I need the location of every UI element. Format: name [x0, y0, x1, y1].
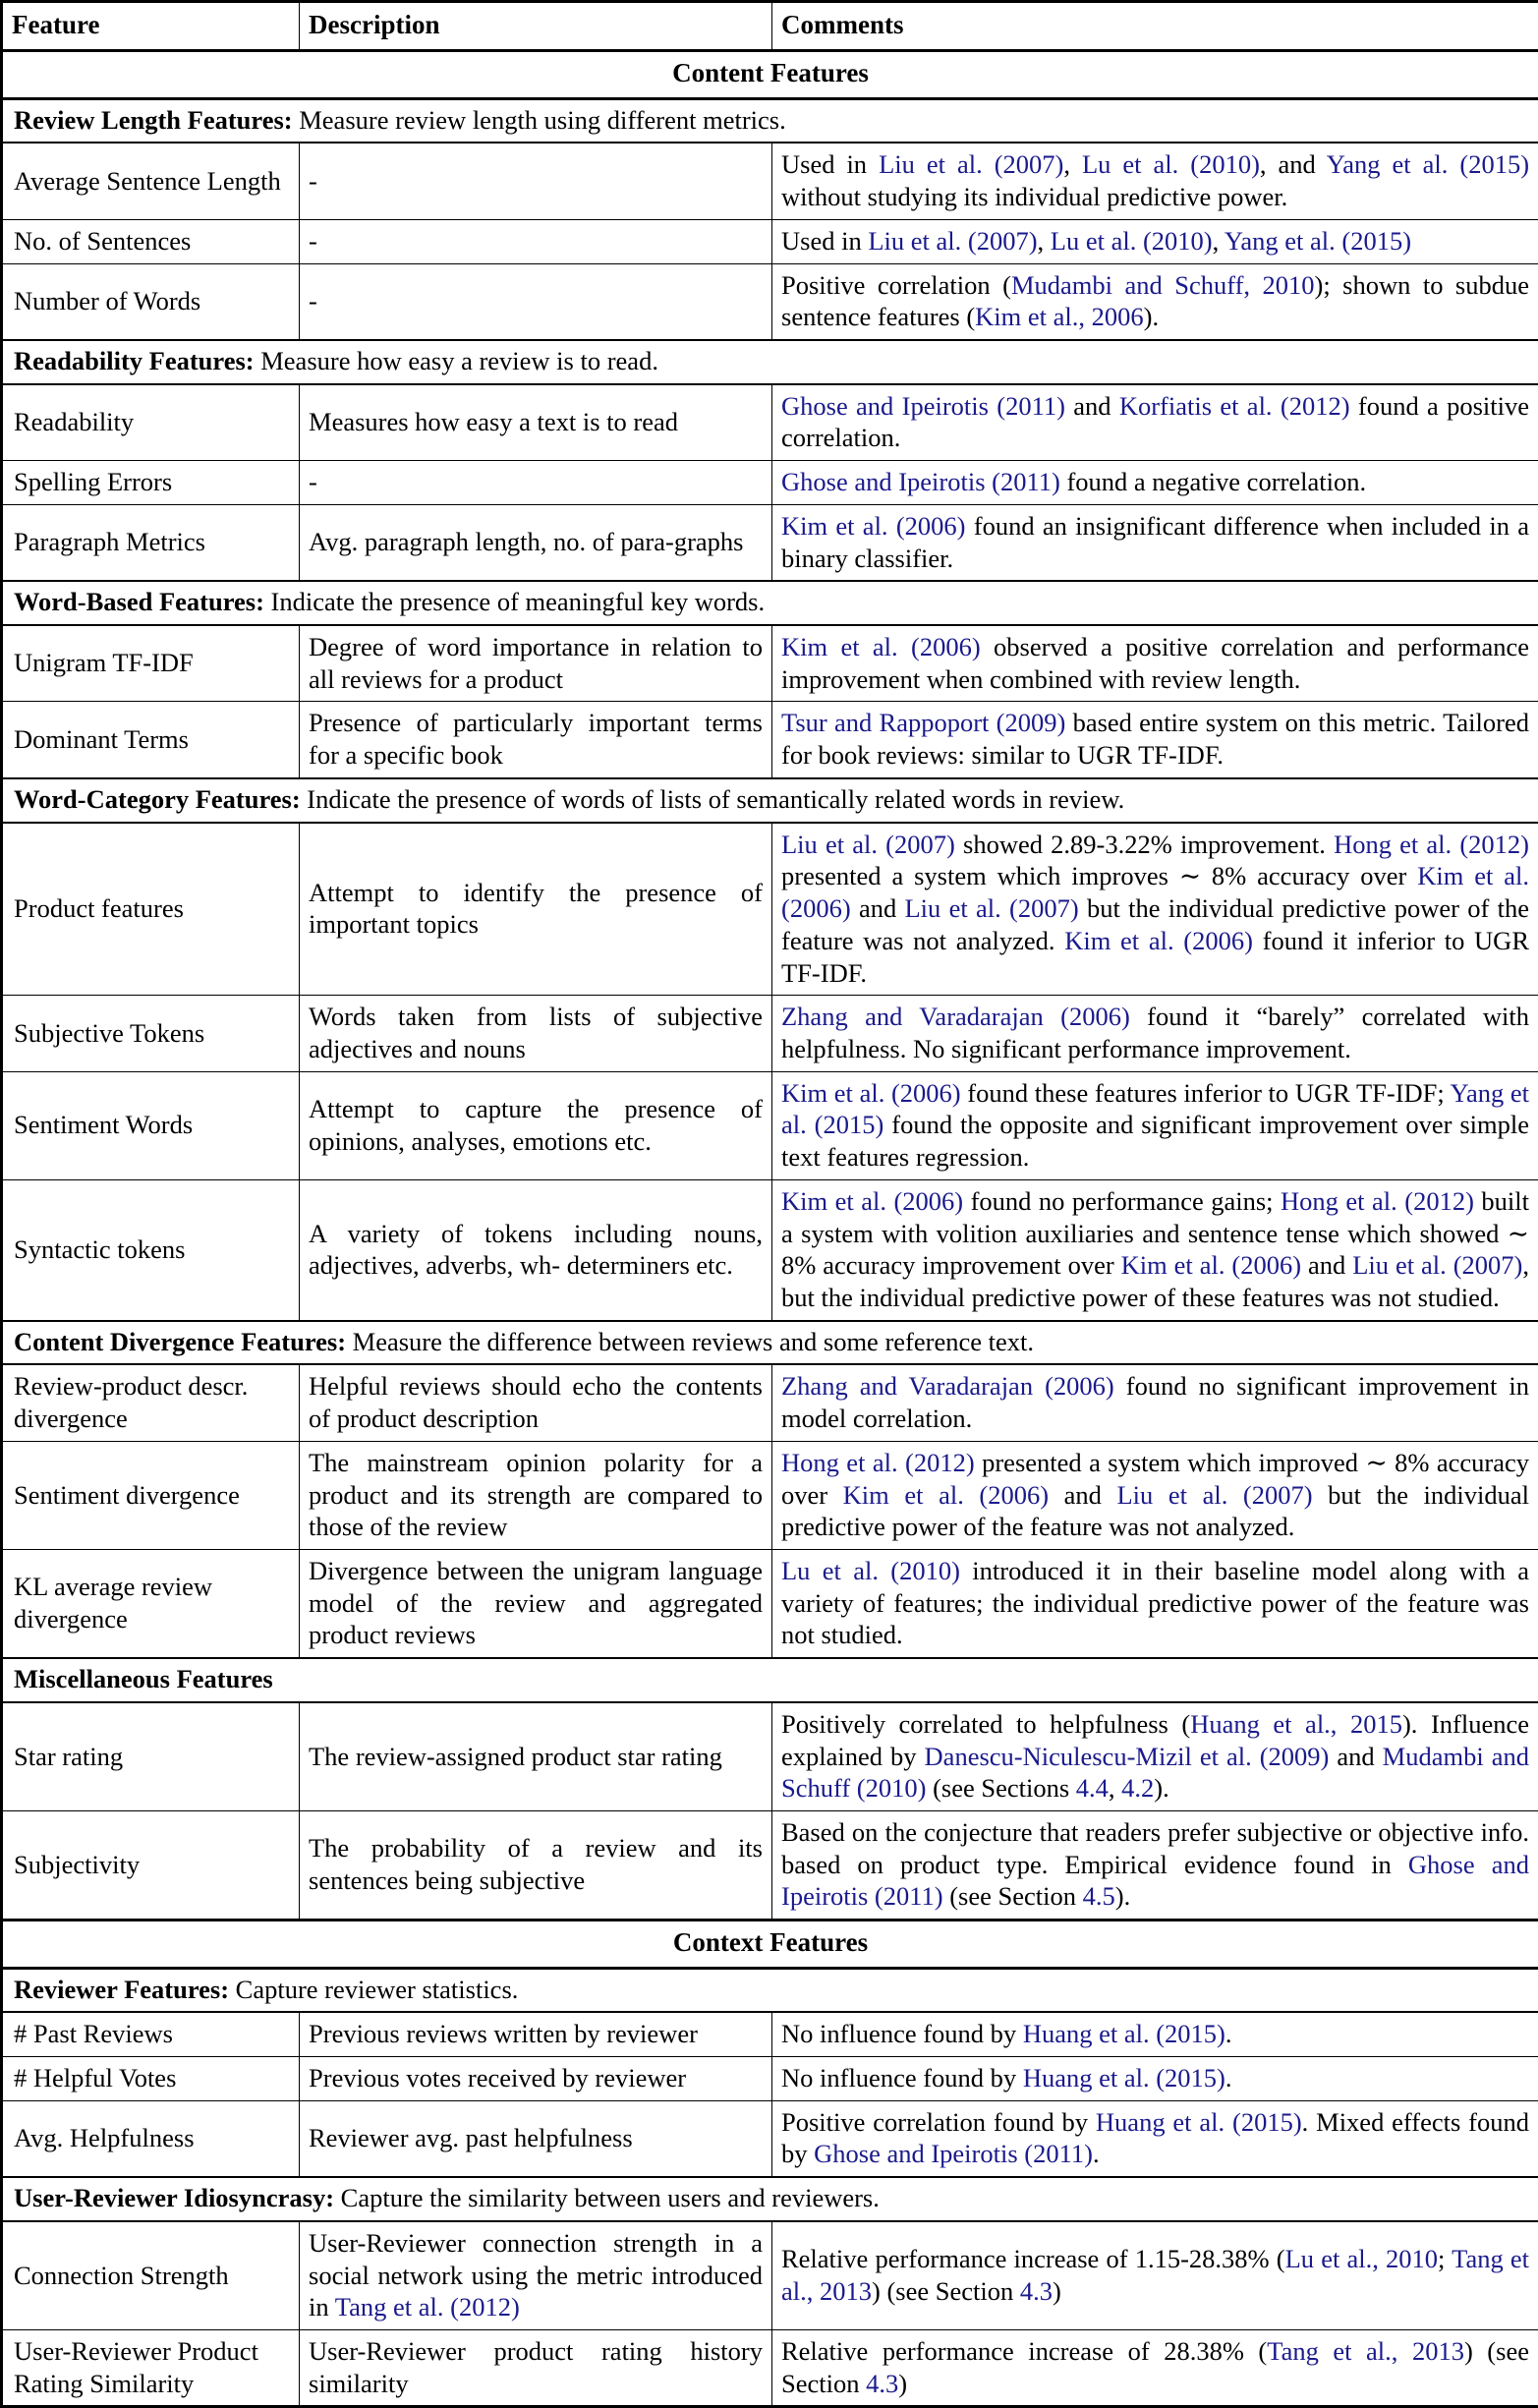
table-row	[2, 2221, 1538, 2330]
citation-reference: Hong et al. (2012)	[1334, 830, 1529, 859]
text-run: showed 2.89-3.22% improvement.	[955, 830, 1334, 859]
feature-comment	[772, 823, 1538, 996]
feature-description: -	[300, 263, 772, 340]
table-row	[2, 2330, 1538, 2407]
table-row	[2, 1364, 1538, 1441]
column-header-description: Description	[300, 2, 772, 51]
group-header-row	[2, 340, 1538, 384]
citation-reference: Mudambi and Schuff (2010)	[781, 1742, 1529, 1804]
table-row	[2, 1071, 1538, 1179]
text-run: ,	[1063, 149, 1082, 179]
text-run: , and	[1260, 149, 1327, 179]
text-run: (see Sections	[926, 1773, 1075, 1803]
feature-description: Words taken from lists of subjective adjectives and nouns	[300, 996, 772, 1071]
feature-name-paragraph-metrics: Paragraph Metrics	[2, 504, 300, 581]
feature-description: -	[300, 143, 772, 219]
group-header-row	[2, 581, 1538, 625]
group-header-label: Readability Features:	[14, 346, 255, 375]
column-header-comments: Comments	[772, 2, 1538, 51]
feature-name-unigram-tf-idf: Unigram TF-IDF	[2, 625, 300, 702]
table-row	[2, 1550, 1538, 1659]
group-header-desc: Capture the similarity between users and reviewers.	[334, 2183, 880, 2212]
text-run: and	[1301, 1250, 1352, 1280]
citation-reference: Kim et al., 2006	[975, 302, 1144, 331]
section-banner-row	[2, 1921, 1538, 1968]
table-row	[2, 1179, 1538, 1320]
feature-description: The review-assigned product star rating	[300, 1702, 772, 1811]
text-run: and	[851, 893, 905, 923]
text-run: .	[1225, 2019, 1232, 2048]
feature-description: Presence of particularly important terms for a specific book	[300, 702, 772, 778]
text-run: found an insignificant difference when included in a binary classifier.	[781, 511, 1529, 573]
table-row	[2, 384, 1538, 461]
feature-name-syntactic-tokens: Syntactic tokens	[2, 1179, 300, 1320]
text-run: ;	[1438, 2244, 1452, 2273]
citation-reference: Kim et al. (2006)	[1121, 1250, 1301, 1280]
text-run: found a negative correlation.	[1060, 467, 1366, 496]
text-run: .	[1225, 2063, 1232, 2093]
text-run: Used in	[781, 226, 868, 256]
group-header-desc: Measure the difference between reviews and some reference text.	[346, 1327, 1034, 1356]
text-run: ,	[1213, 226, 1225, 256]
section-banner-context-features: Context Features	[2, 1921, 1538, 1968]
text-run: but the individual predictive power of the feature was not analyzed.	[781, 1480, 1529, 1542]
group-header-label: Review Length Features:	[14, 105, 293, 135]
table-row	[2, 996, 1538, 1071]
group-header-desc: Measure review length using different metrics.	[293, 105, 786, 135]
feature-comment	[772, 2056, 1538, 2100]
text-run: ) (see Section	[872, 2276, 1020, 2306]
feature-description: Attempt to capture the presence of opinions, analyses, emotions etc.	[300, 1071, 772, 1179]
feature-name-no-of-sentences: No. of Sentences	[2, 219, 300, 263]
text-run: found no significant improvement in model correlation.	[781, 1371, 1529, 1433]
feature-name-star-rating: Star rating	[2, 1702, 300, 1811]
citation-reference: Liu et al. (2007)	[879, 149, 1063, 179]
feature-comment	[772, 263, 1538, 340]
citation-reference: Ghose and Ipeirotis (2011)	[781, 467, 1060, 496]
feature-description: Divergence between the unigram language model of the review and aggregated product reviews	[300, 1550, 772, 1659]
citation-reference: Ghose and Ipeirotis (2011)	[781, 391, 1065, 421]
group-header-desc: Indicate the presence of words of lists of semantically related words in review.	[301, 784, 1125, 814]
feature-description: Attempt to identify the presence of important topics	[300, 823, 772, 996]
citation-reference: 4.3	[1020, 2276, 1053, 2306]
text-run: found no performance gains;	[963, 1186, 1281, 1216]
citation-reference: Kim et al. (2006)	[781, 1078, 961, 1108]
text-run: without studying its individual predictive power.	[781, 182, 1287, 211]
feature-name-sentiment-words: Sentiment Words	[2, 1071, 300, 1179]
feature-name-number-of-words: Number of Words	[2, 263, 300, 340]
text-run: User-Reviewer connection strength in a social network using the metric introduced in	[309, 2228, 763, 2322]
table-row	[2, 1811, 1538, 1921]
citation-reference: Tang et al., 2013	[1267, 2336, 1464, 2366]
citation-reference: Tsur and Rappoport (2009)	[781, 708, 1065, 737]
text-run: ).	[1154, 1773, 1168, 1803]
feature-name-average-sentence-length: Average Sentence Length	[2, 143, 300, 219]
citation-reference: Hong et al. (2012)	[1281, 1186, 1474, 1216]
table-head	[2, 2, 1538, 51]
citation-reference: Yang et al. (2015)	[781, 1078, 1529, 1140]
citation-reference: Liu et al. (2007)	[781, 830, 955, 859]
feature-name-subjectivity: Subjectivity	[2, 1811, 300, 1921]
table-row	[2, 823, 1538, 996]
feature-comment	[772, 2330, 1538, 2407]
group-header-row	[2, 1968, 1538, 2012]
text-run: , but the individual predictive power of these features was not studied.	[781, 1250, 1529, 1312]
feature-name-kl-average-review-divergence: KL average review divergence	[2, 1550, 300, 1659]
citation-reference: Ghose and Ipeirotis (2011)	[781, 1850, 1529, 1912]
feature-description: Previous reviews written by reviewer	[300, 2012, 772, 2056]
citation-reference: Liu et al. (2007)	[905, 893, 1079, 923]
citation-reference: Mudambi and Schuff, 2010	[1011, 270, 1315, 300]
citation-reference: Zhang and Varadarajan (2006)	[781, 1002, 1130, 1031]
feature-comment	[772, 1364, 1538, 1441]
citation-reference: Huang et al. (2015)	[1023, 2019, 1225, 2048]
feature-description: Reviewer avg. past helpfulness	[300, 2100, 772, 2177]
text-run: and	[1065, 391, 1119, 421]
text-run: ,	[1038, 226, 1051, 256]
citation-reference: Liu et al. (2007)	[1117, 1480, 1313, 1510]
feature-description: -	[300, 461, 772, 505]
group-header-word-category-features	[2, 778, 1538, 823]
table-row	[2, 1441, 1538, 1549]
citation-reference: 4.4	[1076, 1773, 1109, 1803]
feature-name-dominant-terms: Dominant Terms	[2, 702, 300, 778]
citation-reference: 4.3	[866, 2369, 898, 2398]
citation-reference: Tang et al. (2012)	[335, 2292, 520, 2322]
citation-reference: Huang et al. (2015)	[1096, 2107, 1302, 2137]
feature-comment	[772, 1811, 1538, 1921]
text-run: Relative performance increase of 1.15-28.38% (	[781, 2244, 1285, 2273]
group-header-desc: Capture reviewer statistics.	[229, 1975, 518, 2004]
table-row	[2, 263, 1538, 340]
feature-comment	[772, 219, 1538, 263]
group-header-content-divergence-features	[2, 1321, 1538, 1365]
feature-description: Helpful reviews should echo the contents of product description	[300, 1364, 772, 1441]
text-run: ) (see Section	[781, 2336, 1529, 2398]
group-header-label: Reviewer Features:	[14, 1975, 229, 2004]
table-row	[2, 625, 1538, 702]
feature-description: User-Reviewer product rating history similarity	[300, 2330, 772, 2407]
table-row	[2, 2100, 1538, 2177]
text-run: and	[1329, 1742, 1382, 1771]
section-banner-content-features: Content Features	[2, 51, 1538, 98]
table-row	[2, 2056, 1538, 2100]
text-run: ).	[1144, 302, 1159, 331]
feature-comment	[772, 1702, 1538, 1811]
citation-reference: Danescu-Niculescu-Mizil et al. (2009)	[925, 1742, 1330, 1771]
text-run: ).	[1115, 1881, 1130, 1911]
text-run: )	[1053, 2276, 1061, 2306]
group-header-label: User-Reviewer Idiosyncrasy:	[14, 2183, 334, 2212]
group-header-word-based-features	[2, 581, 1538, 625]
text-run: found the opposite and significant improvement over simple text features regression.	[781, 1110, 1529, 1172]
table-row	[2, 461, 1538, 505]
feature-comment	[772, 461, 1538, 505]
citation-reference: Lu et al. (2010)	[1082, 149, 1260, 179]
group-header-label: Miscellaneous Features	[14, 1664, 273, 1693]
citation-reference: Kim et al. (2006)	[843, 1480, 1049, 1510]
feature-description: Previous votes received by reviewer	[300, 2056, 772, 2100]
text-run: ). Influence explained by	[781, 1709, 1529, 1771]
text-run: . Mixed effects found by	[781, 2107, 1529, 2169]
table-header-row	[2, 2, 1538, 51]
table-row	[2, 504, 1538, 581]
text-run: based entire system on this metric. Tailored for book reviews: similar to UGR TF-IDF.	[781, 708, 1529, 770]
group-header-row	[2, 2177, 1538, 2221]
feature-name-sentiment-divergence: Sentiment divergence	[2, 1441, 300, 1549]
feature-comment	[772, 2012, 1538, 2056]
group-header-label: Word-Based Features:	[14, 587, 264, 616]
text-run: Positively correlated to helpfulness (	[781, 1709, 1190, 1739]
text-run: and	[1049, 1480, 1116, 1510]
text-run: Relative performance increase of 28.38% (	[781, 2336, 1267, 2366]
citation-reference: 4.2	[1121, 1773, 1154, 1803]
citation-reference: Tang et al., 2013	[781, 2244, 1529, 2306]
citation-reference: Lu et al. (2010)	[1051, 226, 1213, 256]
text-run: )	[898, 2369, 907, 2398]
table-row	[2, 702, 1538, 778]
text-run: Based on the conjecture that readers prefer subjective or objective info. based on product type. Empirical evidence found in	[781, 1817, 1529, 1879]
section-banner-row	[2, 51, 1538, 98]
group-header-user-reviewer-idiosyncrasy	[2, 2177, 1538, 2221]
citation-reference: Huang et al. (2015)	[1023, 2063, 1225, 2093]
feature-comment	[772, 1550, 1538, 1659]
group-header-row	[2, 98, 1538, 143]
feature-name-readability: Readability	[2, 384, 300, 461]
feature-name-avg-helpfulness: Avg. Helpfulness	[2, 2100, 300, 2177]
citation-reference: Kim et al. (2006)	[781, 861, 1529, 923]
feature-name-user-reviewer-product-rating-similarity: User-Reviewer Product Rating Similarity	[2, 2330, 300, 2407]
citation-reference: Kim et al. (2006)	[1064, 926, 1253, 955]
text-run: observed a positive correlation and performance improvement when combined with review length.	[781, 632, 1529, 694]
feature-name-subjective-tokens: Subjective Tokens	[2, 996, 300, 1071]
citation-reference: Korfiatis et al. (2012)	[1119, 391, 1350, 421]
feature-description: The mainstream opinion polarity for a product and its strength are compared to those of the review	[300, 1441, 772, 1549]
feature-name-helpful-votes: # Helpful Votes	[2, 2056, 300, 2100]
feature-comment	[772, 702, 1538, 778]
text-run: found it inferior to UGR TF-IDF.	[781, 926, 1529, 988]
feature-description: The probability of a review and its sentences being subjective	[300, 1811, 772, 1921]
citation-reference: 4.5	[1083, 1881, 1115, 1911]
text-run: Used in	[781, 149, 879, 179]
group-header-row	[2, 1321, 1538, 1365]
feature-name-past-reviews: # Past Reviews	[2, 2012, 300, 2056]
table-row	[2, 1702, 1538, 1811]
table-body	[2, 51, 1538, 2407]
group-header-row	[2, 778, 1538, 823]
text-run: found a positive correlation.	[781, 391, 1529, 453]
text-run: found it “barely” correlated with helpfulness. No significant performance improvement.	[781, 1002, 1529, 1063]
text-run: presented a system which improves ∼ 8% accuracy over	[781, 861, 1417, 890]
group-header-review-length-features	[2, 98, 1538, 143]
citation-reference: Lu et al., 2010	[1285, 2244, 1438, 2273]
citation-reference: Kim et al. (2006)	[781, 632, 981, 661]
citation-reference: Liu et al. (2007)	[868, 226, 1037, 256]
feature-comment	[772, 625, 1538, 702]
feature-comment	[772, 2221, 1538, 2330]
feature-description: Avg. paragraph length, no. of para-graphs	[300, 504, 772, 581]
text-run: built a system with volition auxiliaries and sentence tense which showed ∼ 8% accuracy improvement over	[781, 1186, 1529, 1280]
feature-comment	[772, 1071, 1538, 1179]
citation-reference: Lu et al. (2010)	[781, 1556, 960, 1585]
text-run: ); shown to subdue sentence features (	[781, 270, 1529, 332]
feature-name-connection-strength: Connection Strength	[2, 2221, 300, 2330]
text-run: found these features inferior to UGR TF-IDF;	[961, 1078, 1451, 1108]
text-run: introduced it in their baseline model along with a variety of features; the individual predictive power of the feature was not studied.	[781, 1556, 1529, 1649]
table-row	[2, 2012, 1538, 2056]
group-header-label: Word-Category Features:	[14, 784, 301, 814]
feature-comment	[772, 143, 1538, 219]
citation-reference: Kim et al. (2006)	[781, 511, 965, 541]
citation-reference: Liu et al. (2007)	[1352, 1250, 1522, 1280]
text-run: presented a system which improved ∼ 8% accuracy over	[781, 1448, 1529, 1510]
feature-comment	[772, 504, 1538, 581]
feature-description: Measures how easy a text is to read	[300, 384, 772, 461]
column-header-feature: Feature	[2, 2, 300, 51]
table-row	[2, 143, 1538, 219]
citation-reference: Hong et al. (2012)	[781, 1448, 975, 1477]
feature-description	[300, 2221, 772, 2330]
text-run: but the individual predictive power of the feature was not analyzed.	[781, 893, 1529, 955]
text-run: ,	[1109, 1773, 1121, 1803]
citation-reference: Zhang and Varadarajan (2006)	[781, 1371, 1114, 1401]
feature-description: -	[300, 219, 772, 263]
feature-comment	[772, 384, 1538, 461]
group-header-reviewer-features	[2, 1968, 1538, 2012]
feature-comment	[772, 1179, 1538, 1320]
feature-description: Degree of word importance in relation to all reviews for a product	[300, 625, 772, 702]
feature-name-spelling-errors: Spelling Errors	[2, 461, 300, 505]
table-row	[2, 219, 1538, 263]
text-run: No influence found by	[781, 2019, 1023, 2048]
citation-reference: Yang et al. (2015)	[1327, 149, 1529, 179]
group-header-label: Content Divergence Features:	[14, 1327, 346, 1356]
text-run: .	[1093, 2139, 1100, 2168]
feature-comment	[772, 2100, 1538, 2177]
group-header-readability-features	[2, 340, 1538, 384]
text-run: Positive correlation (	[781, 270, 1011, 300]
citation-reference: Ghose and Ipeirotis (2011)	[814, 2139, 1093, 2168]
text-run: (see Section	[943, 1881, 1083, 1911]
citation-reference: Yang et al. (2015)	[1225, 226, 1411, 256]
feature-comment	[772, 1441, 1538, 1549]
citation-reference: Huang et al., 2015	[1190, 1709, 1402, 1739]
feature-name-review-product-descr-divergence: Review-product descr. divergence	[2, 1364, 300, 1441]
group-header-desc: Measure how easy a review is to read.	[255, 346, 658, 375]
group-header-miscellaneous-features	[2, 1658, 1538, 1702]
group-header-row	[2, 1658, 1538, 1702]
text-run: No influence found by	[781, 2063, 1023, 2093]
feature-name-product-features: Product features	[2, 823, 300, 996]
feature-comment	[772, 996, 1538, 1071]
feature-description: A variety of tokens including nouns, adjectives, adverbs, wh- determiners etc.	[300, 1179, 772, 1320]
text-run: Positive correlation found by	[781, 2107, 1096, 2137]
citation-reference: Kim et al. (2006)	[781, 1186, 963, 1216]
group-header-desc: Indicate the presence of meaningful key words.	[264, 587, 765, 616]
